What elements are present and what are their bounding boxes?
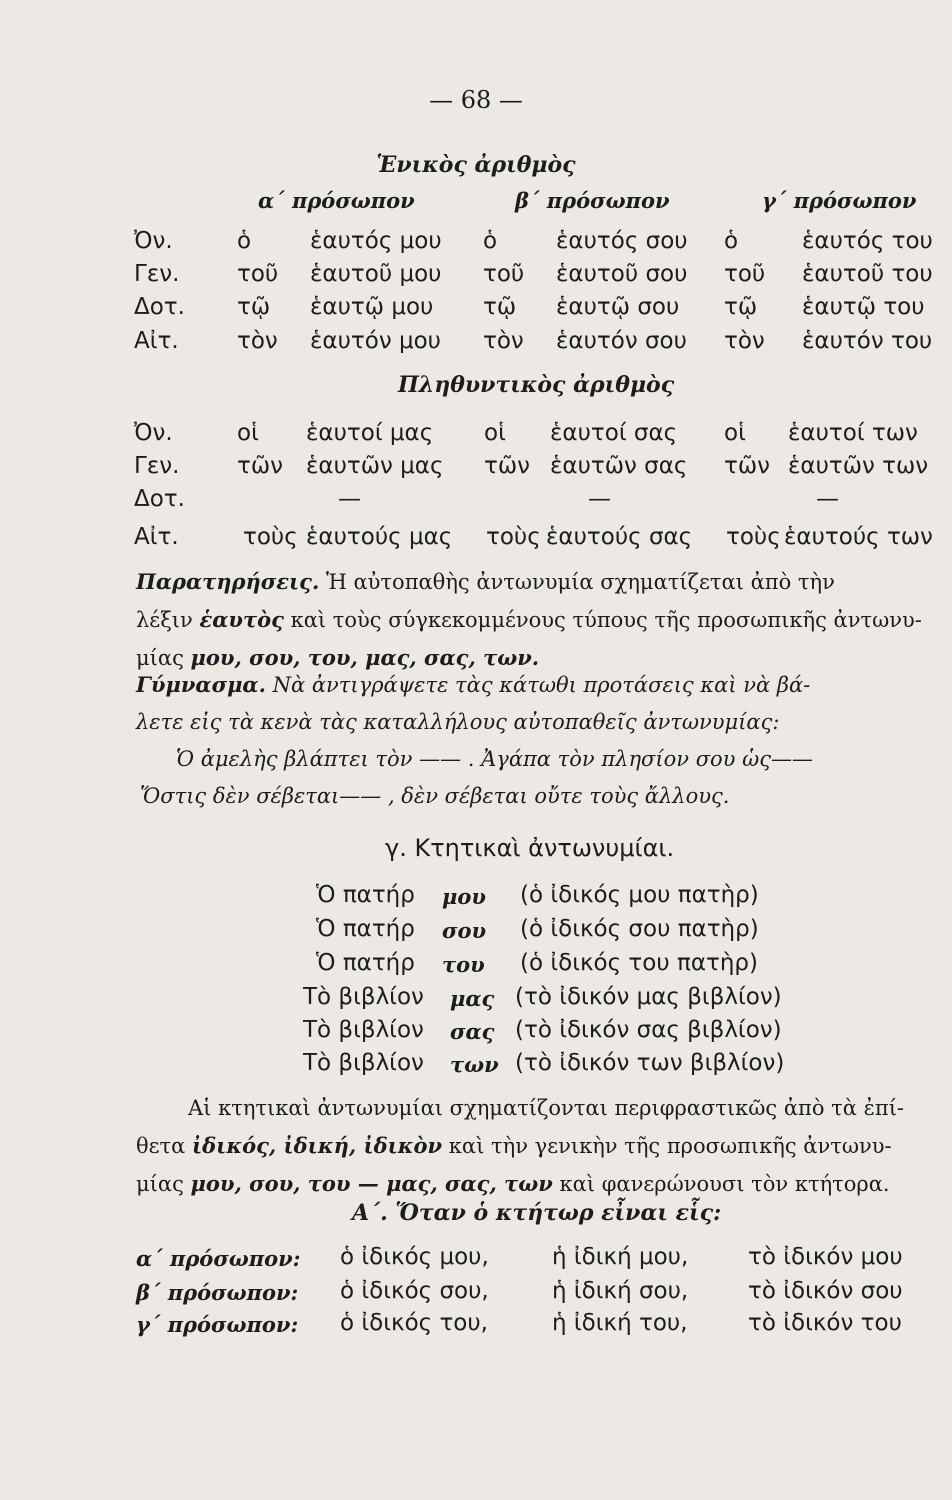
- article: τῷ: [483, 294, 517, 320]
- example-lead: Τὸ βιβλίον: [303, 984, 424, 1010]
- pronoun-form: ἑαυτοί σας: [550, 420, 678, 446]
- exercise-paragraph: [136, 666, 936, 815]
- empty-dash: —: [338, 486, 361, 512]
- feminine-form: ἡ ἰδική μου,: [552, 1244, 689, 1270]
- masculine-form: ὁ ἰδικός του,: [340, 1310, 488, 1336]
- article: ὁ: [237, 228, 252, 254]
- observations-forms: μου, σου, του, μας, σας, των.: [190, 645, 540, 670]
- owner-heading: Α΄. Ὅταν ὁ κτήτωρ εἶναι εἷς:: [352, 1200, 722, 1226]
- case-label: Αἰτ.: [134, 524, 179, 550]
- example-pronoun: του: [442, 952, 485, 977]
- exercise-sentence: Ὁ ἀμελὴς βλάπτει τὸν —— . Ἀγάπα τὸν πλησίον σου ὡς——: [176, 747, 814, 771]
- article: τῶν: [484, 453, 530, 479]
- article: τοὺς: [486, 524, 541, 550]
- pronoun-form: ἑαυτός σου: [556, 228, 688, 254]
- masculine-form: ὁ ἰδικός μου,: [340, 1244, 489, 1270]
- observations-text: καὶ τοὺς σύγκεκομμένους τύπους τῆς προσωπικῆς ἀντωνυ-: [290, 608, 922, 632]
- masculine-form: ὁ ἰδικός σου,: [340, 1278, 489, 1304]
- paragraph-text: Αἱ κτητικαὶ ἀντωνυμίαι σχηματίζονται περιφραστικῶς ἀπὸ τὰ ἐπί-: [188, 1096, 905, 1120]
- article: τοῦ: [237, 261, 279, 287]
- pronoun-form: ἑαυτῶν σας: [550, 453, 688, 479]
- article: ὁ: [483, 228, 498, 254]
- case-label: Ὀν.: [134, 420, 173, 446]
- neuter-form: τὸ ἰδικόν του: [748, 1310, 902, 1336]
- pronoun-form: ἑαυτοῦ του: [802, 261, 933, 287]
- plural-heading: Πληθυντικὸς ἀριθμὸς: [398, 372, 675, 398]
- exercise-text: λετε εἰς τὰ κενὰ τὰς καταλλήλους αὐτοπαθεῖς ἀντωνυμίας:: [136, 710, 780, 734]
- observations-term: ἑαυτὸς: [199, 607, 284, 632]
- example-pronoun: μας: [450, 986, 495, 1011]
- pronoun-form: ἑαυτός του: [802, 228, 933, 254]
- example-gloss: (ὁ ἰδικός του πατὴρ): [520, 950, 758, 976]
- pronoun-form: ἑαυτῷ σου: [556, 294, 680, 320]
- observations-text: λέξιν: [136, 608, 193, 632]
- person-header-1: α΄ πρόσωπον: [258, 188, 415, 213]
- paragraph-text: μίας: [136, 1172, 184, 1196]
- article: οἱ: [237, 420, 259, 446]
- case-label: Αἰτ.: [134, 328, 179, 354]
- feminine-form: ἡ ἰδική του,: [552, 1310, 688, 1336]
- pronoun-form: ἑαυτούς των: [784, 524, 933, 550]
- person-header-2: β΄ πρόσωπον: [515, 188, 670, 213]
- exercise-text: Νὰ ἀντιγράψετε τὰς κάτωθι προτάσεις καὶ νὰ βά-: [272, 673, 811, 697]
- feminine-form: ἡ ἰδική σου,: [552, 1278, 689, 1304]
- observations-paragraph: [136, 563, 936, 677]
- paragraph-text: θετα: [136, 1134, 186, 1158]
- article: ὁ: [724, 228, 739, 254]
- example-gloss: (τὸ ἰδικόν μας βιβλίον): [515, 984, 782, 1010]
- case-label: Ὀν.: [134, 228, 173, 254]
- example-gloss: (ὁ ἰδικός μου πατὴρ): [520, 882, 759, 908]
- example-lead: Ὁ πατήρ: [316, 882, 415, 908]
- example-lead: Ὁ πατήρ: [316, 916, 415, 942]
- example-gloss: (τὸ ἰδικόν σας βιβλίον): [515, 1017, 782, 1043]
- article: οἱ: [484, 420, 506, 446]
- article: τοὺς: [726, 524, 781, 550]
- pronoun-form: ἑαυτόν του: [802, 328, 933, 354]
- article: τῷ: [237, 294, 271, 320]
- observations-label: Παρατηρήσεις.: [136, 569, 320, 594]
- person-label: α΄ πρόσωπον:: [136, 1246, 301, 1271]
- case-label: Γεν.: [134, 453, 180, 479]
- empty-dash: —: [816, 486, 839, 512]
- paragraph-terms: ἰδικός, ἰδική, ἰδικὸν: [192, 1133, 443, 1158]
- example-gloss: (τὸ ἰδικόν των βιβλίον): [515, 1050, 785, 1076]
- example-lead: Ὁ πατήρ: [316, 950, 415, 976]
- article: τῷ: [724, 294, 758, 320]
- neuter-form: τὸ ἰδικόν σου: [748, 1278, 903, 1304]
- article: τὸν: [237, 328, 278, 354]
- exercise-label: Γύμνασμα.: [136, 672, 266, 697]
- article: τοῦ: [483, 261, 525, 287]
- case-label: Γεν.: [134, 261, 180, 287]
- article: τὸν: [724, 328, 765, 354]
- pronoun-form: ἑαυτούς σας: [546, 524, 693, 550]
- possessive-paragraph: [136, 1090, 936, 1203]
- person-label: β΄ πρόσωπον:: [136, 1280, 299, 1305]
- case-label: Δοτ.: [134, 486, 185, 512]
- pronoun-form: ἑαυτόν σου: [556, 328, 687, 354]
- article: τῶν: [237, 453, 283, 479]
- example-lead: Τὸ βιβλίον: [303, 1017, 424, 1043]
- possessive-heading: γ. Κτητικαὶ ἀντωνυμίαι.: [385, 834, 675, 862]
- pronoun-form: ἑαυτούς μας: [306, 524, 453, 550]
- article: οἱ: [724, 420, 746, 446]
- example-gloss: (ὁ ἰδικός σου πατὴρ): [520, 916, 759, 942]
- observations-text: μίας: [136, 646, 184, 670]
- neuter-form: τὸ ἰδικόν μου: [748, 1244, 903, 1270]
- article: τοῦ: [724, 261, 766, 287]
- empty-dash: —: [588, 486, 611, 512]
- pronoun-form: ἑαυτός μου: [310, 228, 442, 254]
- observations-text: Ἡ αὐτοπαθὴς ἀντωνυμία σχηματίζεται ἀπὸ τὴν: [325, 570, 835, 594]
- paragraph-text: καὶ φανερώνουσι τὸν κτήτορα.: [559, 1172, 890, 1196]
- case-label: Δοτ.: [134, 294, 185, 320]
- pronoun-form: ἑαυτοί των: [788, 420, 918, 446]
- pronoun-form: ἑαυτόν μου: [310, 328, 441, 354]
- article: τὸν: [483, 328, 524, 354]
- singular-heading: Ἑνικὸς ἀριθμὸς: [376, 152, 576, 178]
- article: τοὺς: [243, 524, 298, 550]
- paragraph-text: καὶ τὴν γενικὴν τῆς προσωπικῆς ἀντωνυ-: [448, 1134, 892, 1158]
- pronoun-form: ἑαυτοῦ σου: [556, 261, 688, 287]
- pronoun-form: ἑαυτῶν των: [788, 453, 929, 479]
- example-pronoun: των: [450, 1052, 499, 1077]
- article: τῶν: [724, 453, 770, 479]
- pronoun-form: ἑαυτοί μας: [306, 420, 434, 446]
- exercise-sentence: Ὅστις δὲν σέβεται—— , δὲν σέβεται οὔτε τοὺς ἄλλους.: [140, 784, 730, 808]
- example-pronoun: σου: [442, 918, 487, 943]
- pronoun-form: ἑαυτοῦ μου: [310, 261, 442, 287]
- example-pronoun: μου: [442, 884, 486, 909]
- paragraph-forms: μου, σου, του — μας, σας, των: [190, 1171, 553, 1196]
- pronoun-form: ἑαυτῷ του: [802, 294, 925, 320]
- person-label: γ΄ πρόσωπον:: [136, 1312, 299, 1337]
- example-pronoun: σας: [450, 1019, 495, 1044]
- example-lead: Τὸ βιβλίον: [303, 1050, 424, 1076]
- pronoun-form: ἑαυτῷ μου: [310, 294, 434, 320]
- page-number: — 68 —: [429, 86, 523, 114]
- person-header-3: γ΄ πρόσωπον: [762, 188, 917, 213]
- pronoun-form: ἑαυτῶν μας: [306, 453, 444, 479]
